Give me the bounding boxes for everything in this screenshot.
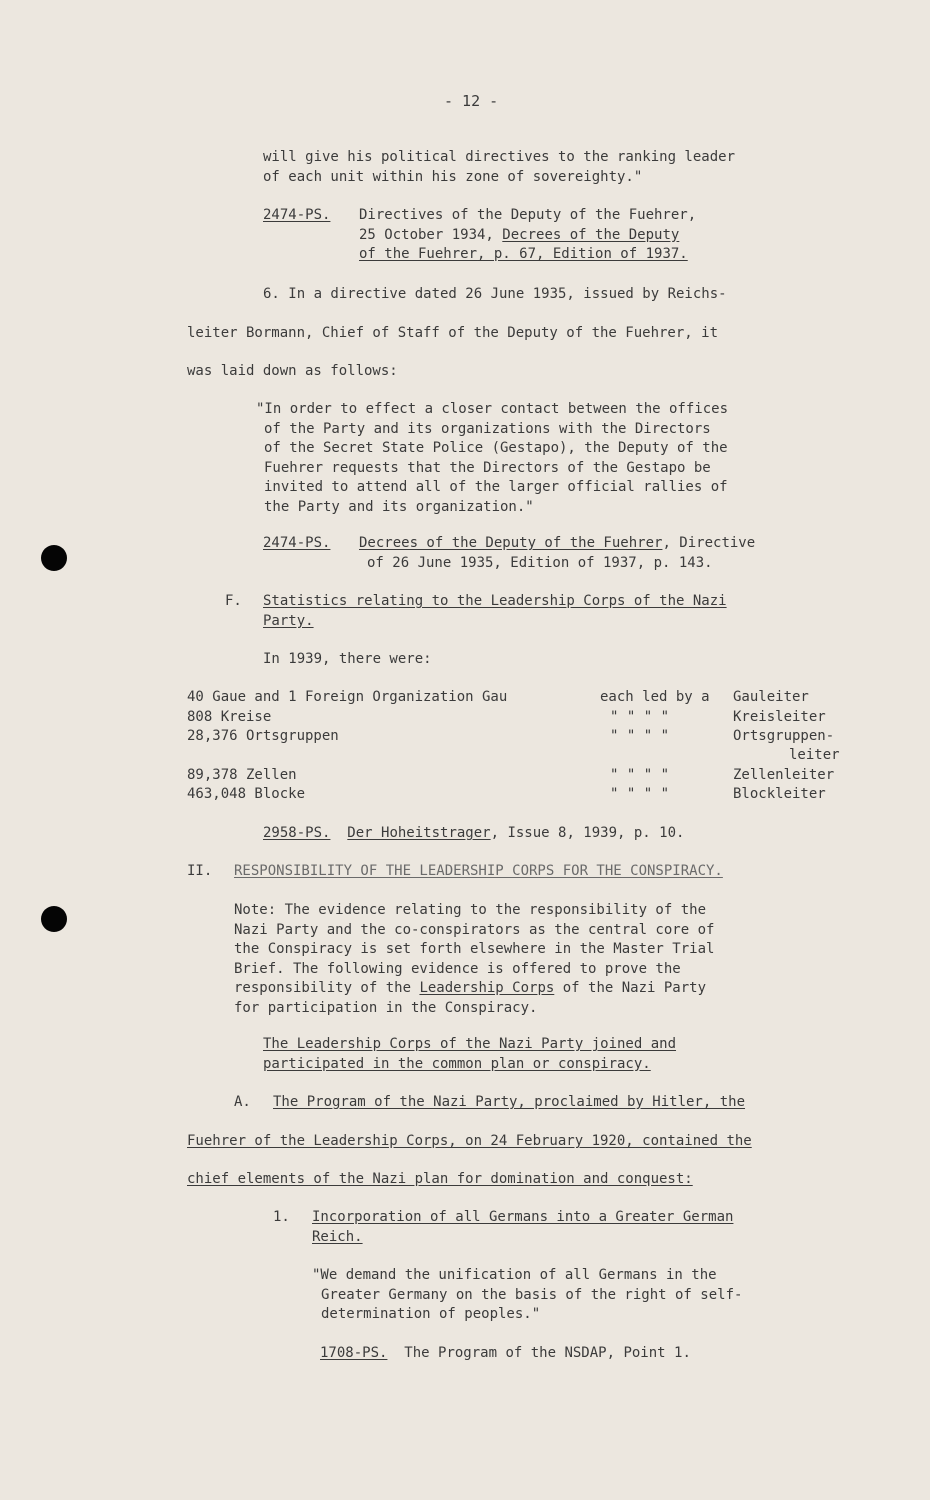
citation-3 xyxy=(263,824,684,844)
citation-ref: 2958-PS. xyxy=(263,825,331,841)
point-1-label: 1. xyxy=(273,1209,290,1225)
quote-line: determination of peoples." xyxy=(321,1306,541,1322)
section-f-heading xyxy=(263,592,727,631)
para-a-line: The Program of the Nazi Party, proclaimed by Hitler, the xyxy=(273,1094,746,1110)
quote-line: of the Party and its organizations with the Directors xyxy=(264,420,711,437)
punch-hole xyxy=(41,906,67,932)
citation-line: of 26 June 1935, Edition of 1937, p. 143. xyxy=(367,554,713,571)
quote-line: of the Secret State Police (Gestapo), the Deputy of the xyxy=(264,440,728,456)
citation-ref: 2474-PS. xyxy=(263,535,331,551)
stats-row xyxy=(187,785,867,805)
para-a-label: A. xyxy=(234,1094,251,1110)
subheading xyxy=(263,1035,676,1074)
subheading-line: participated in the common plan or conspiracy. xyxy=(263,1055,651,1072)
citation-rest: The Program of the NSDAP, Point 1. xyxy=(404,1345,691,1361)
quote-line: the Party and its organization." xyxy=(264,498,534,515)
citation-rest: , Issue 8, 1939, p. 10. xyxy=(490,825,685,841)
quote-line: Fuehrer requests that the Directors of the Gestapo be xyxy=(264,459,711,476)
quote-line: will give his political directives to the ranking leader xyxy=(263,149,736,165)
note-line: Brief. The following evidence is offered to prove the xyxy=(234,960,681,977)
stats-leader: Zellenleiter xyxy=(733,767,835,783)
quote-line: Greater Germany on the basis of the right of self- xyxy=(321,1286,743,1303)
note-line: Nazi Party and the co-conspirators as the central core of xyxy=(234,921,715,938)
note-line: responsibility of the Leadership Corps of the Nazi Party xyxy=(234,980,707,996)
note xyxy=(234,901,714,1018)
stats-unit: 89,378 Zellen xyxy=(187,767,297,783)
stats-led: " " " " xyxy=(610,767,670,783)
section-ii-heading: RESPONSIBILITY OF THE LEADERSHIP CORPS FOR THE CONSPIRACY. xyxy=(234,863,723,879)
stats-unit: 463,048 Blocke xyxy=(187,786,306,802)
point-line: Reich. xyxy=(312,1228,363,1245)
citation-4 xyxy=(320,1344,691,1364)
stats-row xyxy=(187,766,867,786)
section-f-label: F. xyxy=(225,593,242,609)
quote-line: invited to attend all of the larger official rallies of xyxy=(264,479,728,495)
point-line: Incorporation of all Germans into a Greater German xyxy=(312,1209,734,1225)
citation-line: Decrees of the Deputy of the Fuehrer, Directive xyxy=(359,535,756,551)
stats-led: " " " " xyxy=(610,709,670,725)
stats-unit: 808 Kreise xyxy=(187,709,272,725)
stats-unit: 40 Gaue and 1 Foreign Organization Gau xyxy=(187,689,508,705)
citation-line: 25 October 1934, Decrees of the Deputy xyxy=(359,226,680,243)
para-6-line: leiter Bormann, Chief of Staff of the Deputy of the Fuehrer, it xyxy=(187,325,719,341)
citation-1 xyxy=(263,206,330,226)
citation-ref: 2474-PS. xyxy=(263,207,331,223)
stats-led: " " " " xyxy=(610,728,670,744)
stats-led: each led by a xyxy=(600,689,710,705)
citation-line: of the Fuehrer, p. 67, Edition of 1937. xyxy=(359,246,688,262)
quote-continuation xyxy=(263,148,735,187)
quote-3 xyxy=(312,1266,742,1325)
stats-leader: Blockleiter xyxy=(733,786,826,802)
subheading-line: The Leadership Corps of the Nazi Party joined and xyxy=(263,1036,677,1052)
para-6-line: 6. In a directive dated 26 June 1935, issued by Reichs- xyxy=(263,286,727,302)
quote-line: "We demand the unification of all Germans in the xyxy=(312,1267,717,1283)
heading-line: Statistics relating to the Leadership Corps of the Nazi xyxy=(263,593,727,609)
stats-row xyxy=(187,708,867,728)
para-a-line: Fuehrer of the Leadership Corps, on 24 February 1920, contained the xyxy=(187,1133,752,1149)
stats-leader-cont: leiter xyxy=(789,747,840,763)
citation-2-text xyxy=(359,534,755,573)
stats-leader: Ortsgruppen- xyxy=(733,728,835,744)
section-ii-label: II. xyxy=(187,863,213,879)
stats-intro: In 1939, there were: xyxy=(263,651,432,667)
heading-line: Party. xyxy=(263,612,314,629)
note-line: for participation in the Conspiracy. xyxy=(234,999,538,1016)
punch-hole xyxy=(41,545,67,571)
para-a-line: chief elements of the Nazi plan for domination and conquest: xyxy=(187,1171,693,1187)
para-6-line: was laid down as follows: xyxy=(187,363,398,379)
point-1-heading xyxy=(312,1208,733,1247)
stats-row xyxy=(187,688,867,708)
quote-line: of each unit within his zone of sovereighty." xyxy=(263,168,643,185)
note-line: the Conspiracy is set forth elsewhere in the Master Trial xyxy=(234,941,715,957)
citation-title: Der Hoheitstrager xyxy=(347,825,491,841)
quote-line: "In order to effect a closer contact between the offices xyxy=(256,401,729,417)
citation-line: Directives of the Deputy of the Fuehrer, xyxy=(359,207,697,223)
note-line: Note: The evidence relating to the responsibility of the xyxy=(234,902,707,918)
stats-row xyxy=(187,727,867,767)
stats-leader: Gauleiter xyxy=(733,689,809,705)
citation-1-text xyxy=(359,206,696,265)
citation-ref: 1708-PS. xyxy=(320,1345,388,1361)
stats-leader: Kreisleiter xyxy=(733,709,826,725)
stats-unit: 28,376 Ortsgruppen xyxy=(187,728,339,744)
stats-led: " " " " xyxy=(610,786,670,802)
quote-2 xyxy=(256,400,728,517)
page-number: - 12 - xyxy=(444,92,499,110)
citation-2 xyxy=(263,534,330,554)
